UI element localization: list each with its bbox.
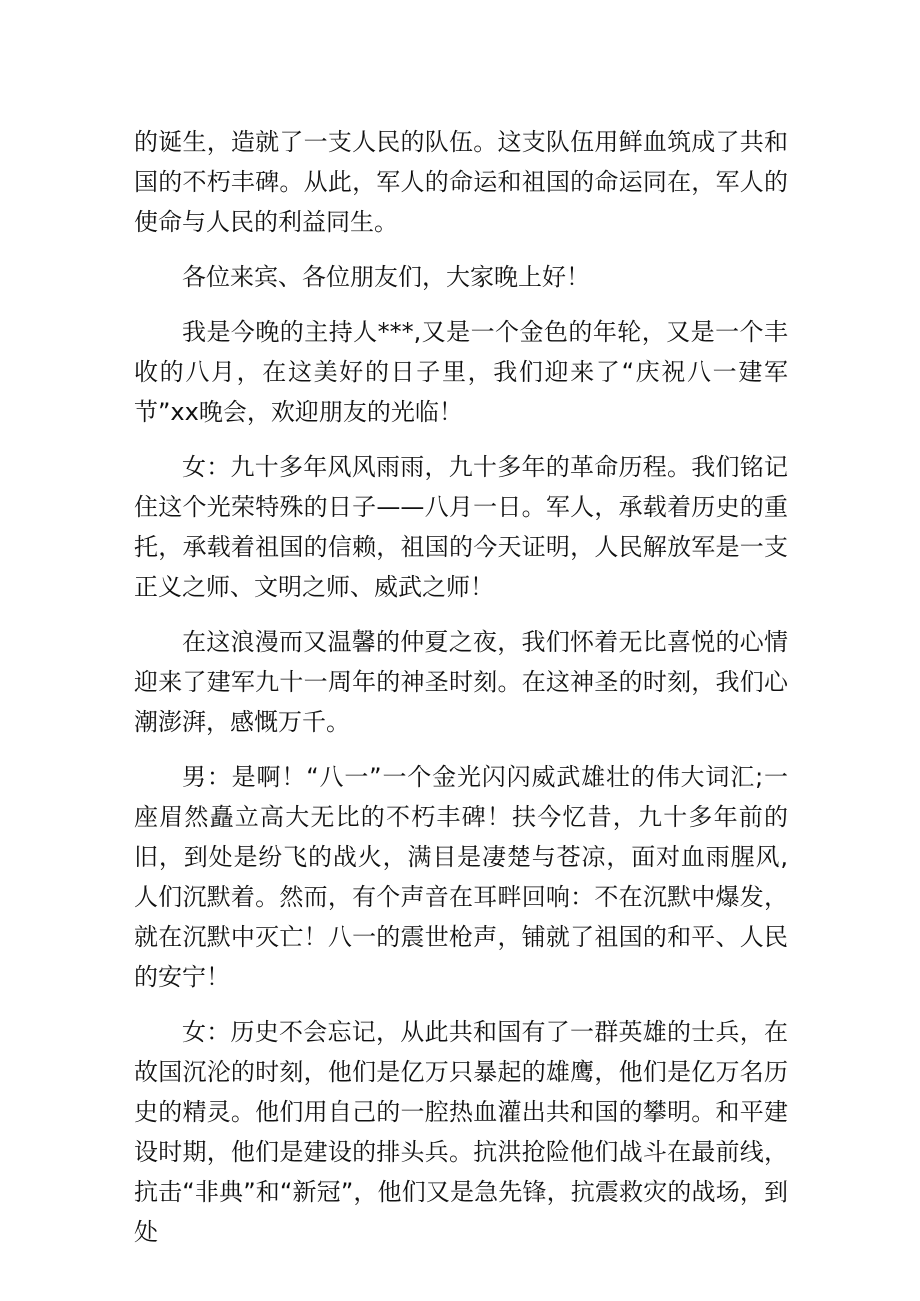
paragraph-2: 各位来宾、各位朋友们，大家晚上好！ xyxy=(182,263,590,291)
paragraph-6: 男：是啊！“八一”一个金光闪闪威武雄壮的伟大词汇;一座眉然矗立高大无比的不朽丰碑！扶今忆昔，九十多年前的旧，到处是纷飞的战火，满目是凄楚与苍凉，面对血雨腥风,人们沉默着。然而，有个声音在耳畔回响：不在沉默中爆发，就在沉默中灭亡！八一的震世枪声，铺就了祖国的和平、人民的安宁！ xyxy=(134,763,788,991)
document-body xyxy=(134,122,788,1267)
paragraph-7: 女：历史不会忘记，从此共和国有了一群英雄的士兵，在故国沉沦的时刻，他们是亿万只暴起的雄鹰，他们是亿万名历史的精灵。他们用自己的一腔热血灌出共和国的攀明。和平建设时期，他们是建设的排头兵。抗洪抢险他们战斗在最前线，抗击“非典”和“新冠”，他们又是急先锋，抗震救灾的战场，到处 xyxy=(134,1018,788,1246)
paragraph-4: 女：九十多年风风雨雨，九十多年的革命历程。我们铭记住这个光荣特殊的日子——八月一日。军人，承载着历史的重托，承载着祖国的信赖，祖国的今天证明，人民解放军是一支正义之师、文明之师、威武之师！ xyxy=(134,453,788,601)
paragraph-5: 在这浪漫而又温馨的仲夏之夜，我们怀着无比喜悦的心情迎来了建军九十一周年的神圣时刻。在这神圣的时刻，我们心潮澎湃，感慨万千。 xyxy=(134,628,788,736)
paragraph-1: 的诞生，造就了一支人民的队伍。这支队伍用鲜血筑成了共和国的不朽丰碑。从此，军人的命运和祖国的命运同在，军人的使命与人民的利益同生。 xyxy=(134,128,788,236)
paragraph-3: 我是今晚的主持人***,又是一个金色的年轮，又是一个丰收的八月，在这美好的日子里，我们迎来了“庆祝八一建军节”xx晚会，欢迎朋友的光临！ xyxy=(134,318,788,426)
